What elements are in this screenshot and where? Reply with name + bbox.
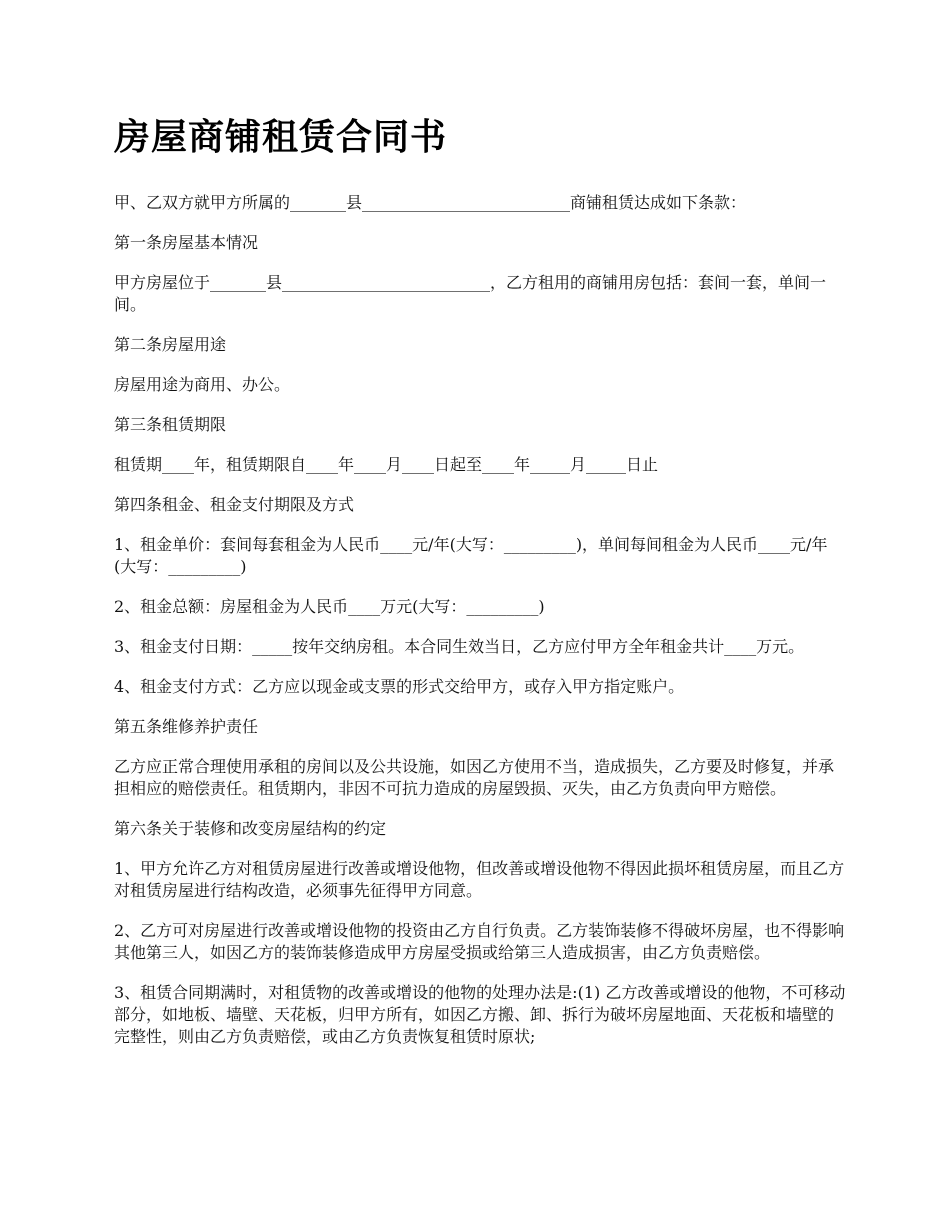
article-3-body: 租赁期____年，租赁期限自____年____月____日起至____年_____月_____日止 xyxy=(114,455,659,474)
article-6-clause-3: 3、租赁合同期满时，对租赁物的改善或增设的他物的处理办法是:(1) 乙方改善或增设的他物，不可移动部分，如地板、墙壁、天花板，归甲方所有，如因乙方搬、卸、拆行为破坏房屋地面、天花板和墙壁的完整性，则由乙方负责赔偿，或由乙方负责恢复租赁时原状; xyxy=(114,983,846,1046)
article-4-clause-4: 4、租金支付方式：乙方应以现金或支票的形式交给甲方，或存入甲方指定账户。 xyxy=(114,677,685,696)
article-3-heading: 第三条租赁期限 xyxy=(114,415,227,434)
document-page xyxy=(114,112,846,1066)
article-1-heading: 第一条房屋基本情况 xyxy=(114,233,259,252)
article-5-body: 乙方应正常合理使用承租的房间以及公共设施，如因乙方使用不当，造成损失，乙方要及时修复，并承担相应的赔偿责任。租赁期内，非因不可抗力造成的房屋毁损、灭失，由乙方负责向甲方赔偿。 xyxy=(114,757,835,798)
article-5-heading: 第五条维修养护责任 xyxy=(114,717,259,736)
article-4-clause-1: 1、租金单价：套间每套租金为人民币____元/年(大写：_________)，单间每间租金为人民币____元/年(大写：_________) xyxy=(114,535,828,576)
article-6-clause-2: 2、乙方可对房屋进行改善或增设他物的投资由乙方自行负责。乙方装饰装修不得破坏房屋，也不得影响其他第三人，如因乙方的装饰装修造成甲方房屋受损或给第三人造成损害，由乙方负责赔偿。 xyxy=(114,921,845,962)
article-2-heading: 第二条房屋用途 xyxy=(114,335,227,354)
document-title: 房屋商铺租赁合同书 xyxy=(114,116,448,158)
article-6-heading: 第六条关于装修和改变房屋结构的约定 xyxy=(114,819,387,838)
article-4-clause-2: 2、租金总额：房屋租金为人民币____万元(大写：_________) xyxy=(114,597,545,616)
article-4-heading: 第四条租金、租金支付期限及方式 xyxy=(114,495,355,514)
article-6-clause-1: 1、甲方允许乙方对租赁房屋进行改善或增设他物，但改善或增设他物不得因此损坏租赁房屋，而且乙方对租赁房屋进行结构改造，必须事先征得甲方同意。 xyxy=(114,859,845,900)
intro-paragraph: 甲、乙双方就甲方所属的_______县__________________________商铺租赁达成如下条款： xyxy=(114,193,747,212)
article-2-body: 房屋用途为商用、办公。 xyxy=(114,375,291,394)
article-4-clause-3: 3、租金支付日期：_____按年交纳房租。本合同生效当日，乙方应付甲方全年租金共计____万元。 xyxy=(114,637,805,656)
article-1-body: 甲方房屋位于_______县__________________________，乙方租用的商铺用房包括：套间一套，单间一间。 xyxy=(114,273,827,314)
